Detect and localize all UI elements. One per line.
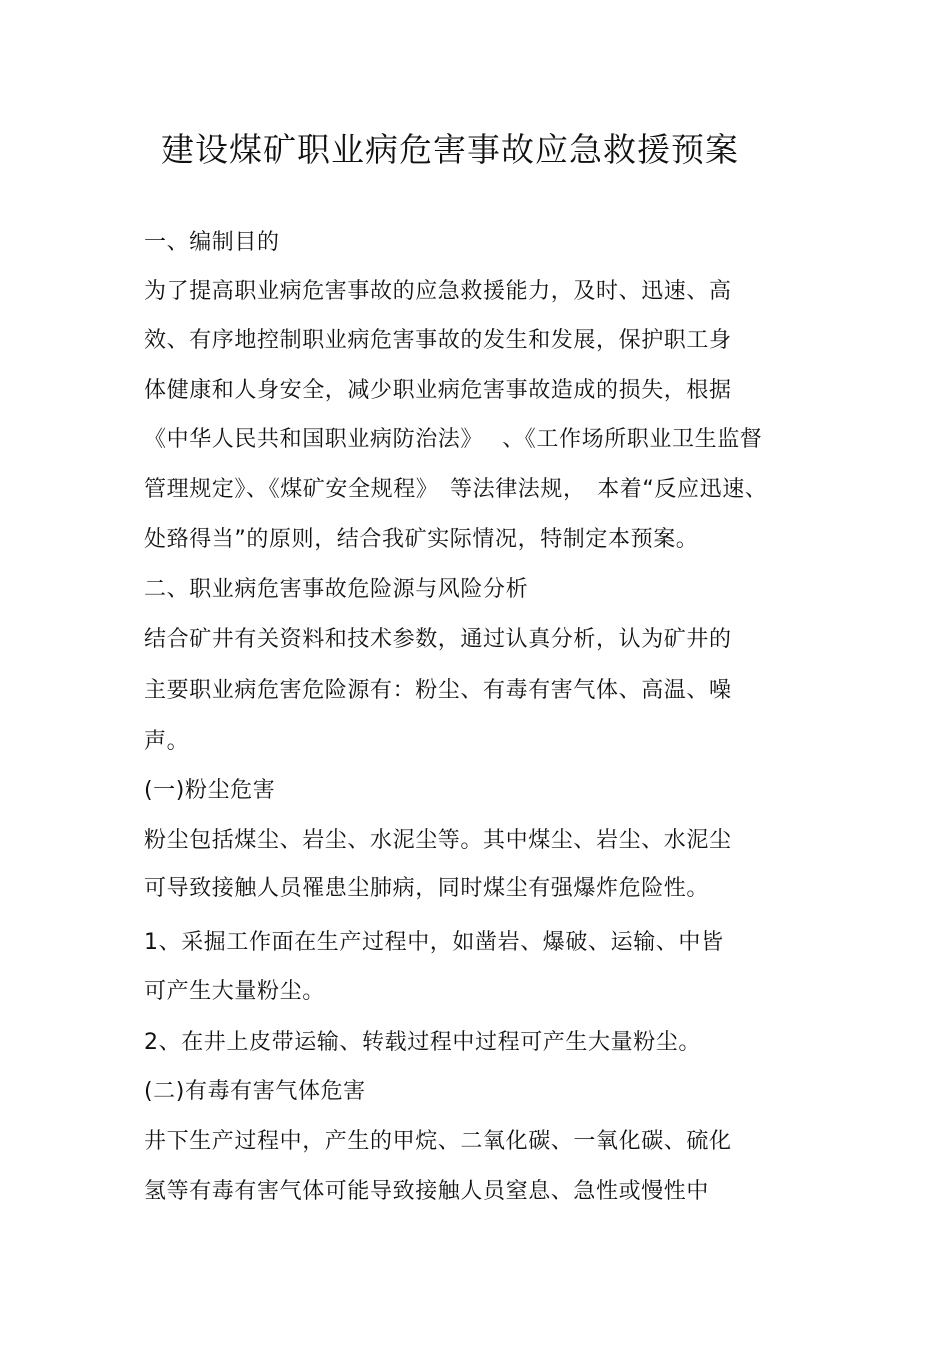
- paragraph-line: 为了提高职业病危害事故的应急救援能力，及时、迅速、高: [144, 279, 732, 304]
- subheading-dust-hazard: (一)粉尘危害: [144, 778, 276, 803]
- paragraph-line: 处臵得当”的原则，结合我矿实际情况，特制定本预案。: [144, 527, 699, 552]
- paragraph-line: 声。: [144, 729, 190, 754]
- paragraph-line: 井下生产过程中，产生的甲烷、二氧化碳、一氧化碳、硫化: [144, 1129, 732, 1154]
- paragraph-line: 氢等有毒有害气体可能导致接触人员窒息、急性或慢性中: [144, 1179, 710, 1204]
- paragraph-line: 效、有序地控制职业病危害事故的发生和发展，保护职工身: [144, 328, 732, 353]
- list-item: 2、在井上皮带运输、转载过程中过程可产生大量粉尘。: [144, 1030, 701, 1055]
- list-item-continuation: 可产生大量粉尘。: [144, 979, 325, 1004]
- paragraph-line: 主要职业病危害危险源有：粉尘、有毒有害气体、高温、噪: [144, 678, 732, 703]
- list-item: 1、采掘工作面在生产过程中，如凿岩、爆破、运输、中皆: [144, 930, 724, 955]
- paragraph-line: 管理规定》、《煤矿安全规程》 等法律法规， 本着“反应迅速、: [144, 477, 768, 502]
- paragraph-line: 结合矿井有关资料和技术参数，通过认真分析，认为矿井的: [144, 627, 732, 652]
- paragraph-line: 可导致接触人员罹患尘肺病，同时煤尘有强爆炸危险性。: [144, 876, 710, 901]
- document-title: 建设煤矿职业病危害事故应急救援预案: [161, 130, 739, 169]
- paragraph-line: 《中华人民共和国职业病防治法》 、《工作场所职业卫生监督: [144, 427, 763, 452]
- paragraph-line: 粉尘包括煤尘、岩尘、水泥尘等。其中煤尘、岩尘、水泥尘: [144, 828, 732, 853]
- subheading-toxic-gas-hazard: (二)有毒有害气体危害: [144, 1079, 366, 1104]
- section-heading-risk-analysis: 二、职业病危害事故危险源与风险分析: [144, 577, 529, 602]
- section-heading-purpose: 一、编制目的: [144, 230, 280, 255]
- paragraph-line: 体健康和人身安全，减少职业病危害事故造成的损失，根据: [144, 378, 732, 403]
